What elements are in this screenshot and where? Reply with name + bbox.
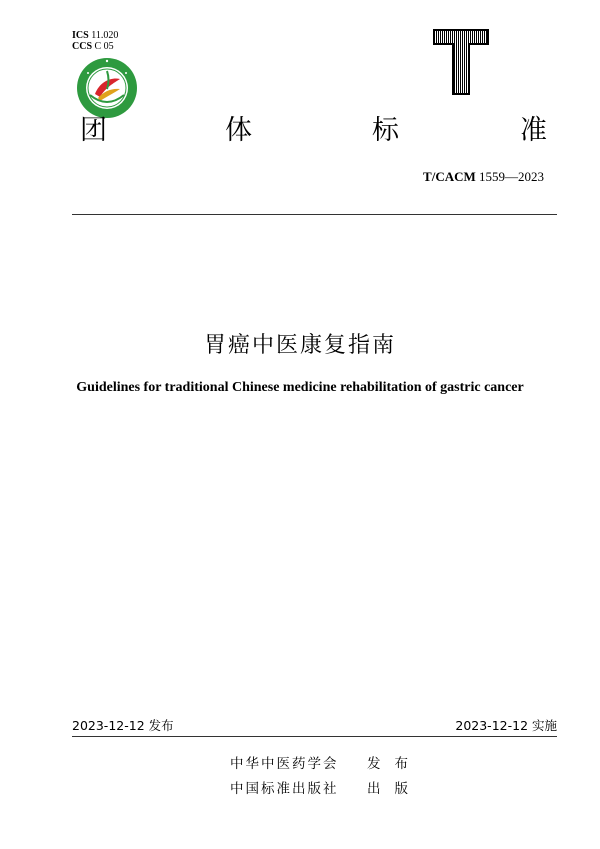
publisher-role: 出版	[367, 781, 422, 797]
classification-codes	[72, 30, 118, 52]
standard-number-value: 1559—2023	[479, 169, 544, 184]
ics-code: 11.020	[91, 30, 119, 41]
title-english: Guidelines for traditional Chinese medicine rehabilitation of gastric cancer	[76, 380, 524, 395]
top-divider	[72, 214, 557, 215]
standard-type-char: 团	[80, 115, 107, 146]
publisher-role: 发布	[367, 756, 422, 772]
standard-type-char: 体	[225, 115, 252, 146]
publisher-name: 中国标准出版社	[230, 781, 339, 797]
title-chinese: 胃癌中医康复指南	[203, 333, 396, 358]
publisher-name: 中华中医药学会	[230, 756, 339, 772]
ccs-code: C 05	[94, 41, 114, 52]
issue-date: 2023-12-12 发布	[72, 718, 174, 733]
ccs-label: CCS	[72, 41, 93, 52]
standard-number-prefix: T/CACM	[423, 169, 476, 184]
standard-letter-t-icon	[430, 26, 492, 98]
standard-type-char: 标	[372, 115, 399, 146]
standard-type-char: 准	[520, 115, 547, 146]
ics-label: ICS	[72, 30, 89, 41]
standard-number	[423, 169, 544, 185]
bottom-divider	[72, 736, 557, 737]
implement-date: 2023-12-12 实施	[455, 718, 557, 733]
